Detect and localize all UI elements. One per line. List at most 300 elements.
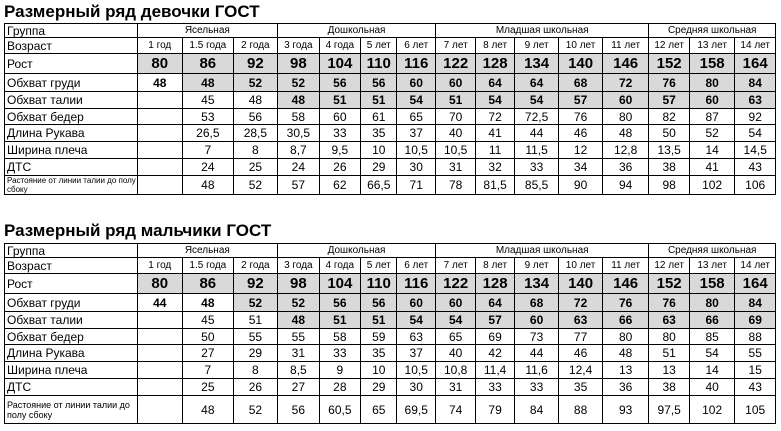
value-cell: 38	[649, 159, 689, 176]
age-cell: 12 лет	[649, 38, 689, 54]
value-cell: 11,4	[476, 362, 514, 379]
value-cell: 45	[183, 312, 234, 329]
value-cell: 12,8	[602, 142, 649, 159]
age-cell: 9 лет	[514, 38, 559, 54]
value-cell: 72	[476, 109, 514, 125]
value-cell: 64	[476, 74, 514, 92]
value-cell: 62	[319, 176, 360, 195]
value-cell: 128	[476, 274, 514, 294]
group-header: Ясельная	[137, 24, 278, 38]
value-cell: 79	[476, 396, 514, 424]
value-cell: 54	[435, 312, 475, 329]
row-label: Длина Рукава	[5, 125, 138, 142]
row-label: Растояние от линии талии до полу сбоку	[5, 396, 138, 424]
value-cell: 164	[735, 274, 776, 294]
value-cell: 40	[689, 379, 735, 396]
waist-girth-row	[5, 312, 776, 329]
age-cell: 8 лет	[476, 258, 514, 274]
value-cell: 90	[559, 176, 603, 195]
value-cell: 48	[183, 294, 234, 312]
age-cell: 4 года	[319, 258, 360, 274]
value-cell	[137, 109, 183, 125]
value-cell: 25	[233, 159, 278, 176]
value-cell: 26	[319, 159, 360, 176]
value-cell: 57	[476, 312, 514, 329]
girls-size-table	[4, 23, 776, 195]
value-cell: 60	[602, 92, 649, 109]
value-cell: 57	[559, 92, 603, 109]
row-label: Растояние от линии талии до полу сбоку	[5, 176, 138, 195]
value-cell: 9,5	[319, 142, 360, 159]
value-cell: 46	[559, 345, 603, 362]
value-cell: 102	[689, 176, 735, 195]
value-cell: 76	[649, 294, 689, 312]
value-cell: 8	[233, 142, 278, 159]
value-cell: 71	[397, 176, 435, 195]
value-cell: 12	[559, 142, 603, 159]
value-cell: 65	[397, 109, 435, 125]
age-label: Возраст	[5, 258, 138, 274]
value-cell: 10,5	[397, 142, 435, 159]
value-cell: 50	[183, 329, 234, 345]
value-cell: 57	[278, 176, 319, 195]
value-cell: 86	[183, 54, 234, 74]
value-cell: 122	[435, 274, 475, 294]
value-cell: 92	[233, 54, 278, 74]
back-length-row	[5, 379, 776, 396]
value-cell: 74	[435, 396, 475, 424]
value-cell: 37	[397, 345, 435, 362]
value-cell: 86	[183, 274, 234, 294]
age-cell: 11 лет	[602, 38, 649, 54]
value-cell: 32	[476, 159, 514, 176]
value-cell: 80	[689, 294, 735, 312]
group-header: Дошкольная	[278, 244, 436, 258]
value-cell: 72,5	[514, 109, 559, 125]
row-label: Обхват груди	[5, 294, 138, 312]
age-cell: 2 года	[233, 258, 278, 274]
value-cell: 12,4	[559, 362, 603, 379]
value-cell: 48	[183, 176, 234, 195]
value-cell: 64	[476, 294, 514, 312]
value-cell: 52	[278, 294, 319, 312]
value-cell: 42	[476, 345, 514, 362]
value-cell: 69	[735, 312, 776, 329]
row-label: Обхват талии	[5, 92, 138, 109]
value-cell: 80	[602, 109, 649, 125]
value-cell: 146	[602, 274, 649, 294]
value-cell: 36	[602, 379, 649, 396]
value-cell: 76	[559, 109, 603, 125]
value-cell: 110	[361, 54, 397, 74]
value-cell: 52	[233, 396, 278, 424]
value-cell: 30,5	[278, 125, 319, 142]
value-cell: 61	[361, 109, 397, 125]
value-cell: 158	[689, 274, 735, 294]
group-header-row	[5, 244, 776, 258]
sleeve-length-row	[5, 125, 776, 142]
value-cell: 44	[137, 294, 183, 312]
age-cell: 9 лет	[514, 258, 559, 274]
value-cell: 54	[514, 92, 559, 109]
value-cell: 63	[735, 92, 776, 109]
value-cell: 41	[689, 159, 735, 176]
value-cell: 34	[559, 159, 603, 176]
value-cell: 66	[602, 312, 649, 329]
value-cell: 69	[476, 329, 514, 345]
hip-girth-row	[5, 109, 776, 125]
value-cell: 146	[602, 54, 649, 74]
age-cell: 7 лет	[435, 38, 475, 54]
value-cell: 36	[602, 159, 649, 176]
value-cell: 134	[514, 274, 559, 294]
value-cell: 54	[689, 345, 735, 362]
value-cell	[137, 312, 183, 329]
value-cell: 48	[137, 74, 183, 92]
value-cell: 63	[397, 329, 435, 345]
value-cell: 10	[361, 362, 397, 379]
value-cell: 94	[602, 176, 649, 195]
value-cell: 43	[735, 379, 776, 396]
value-cell: 33	[476, 379, 514, 396]
value-cell: 54	[397, 312, 435, 329]
value-cell: 27	[278, 379, 319, 396]
value-cell: 60	[319, 109, 360, 125]
chest-girth-row	[5, 294, 776, 312]
value-cell: 60,5	[319, 396, 360, 424]
value-cell: 33	[319, 125, 360, 142]
age-cell: 13 лет	[689, 258, 735, 274]
age-cell: 1.5 года	[183, 258, 234, 274]
row-label: Обхват талии	[5, 312, 138, 329]
age-cell: 1 год	[137, 38, 183, 54]
row-label: Обхват груди	[5, 74, 138, 92]
value-cell: 51	[233, 312, 278, 329]
row-label: Рост	[5, 54, 138, 74]
group-header: Младшая школьная	[435, 24, 648, 38]
value-cell: 48	[278, 312, 319, 329]
value-cell: 58	[319, 329, 360, 345]
value-cell: 48	[278, 92, 319, 109]
value-cell: 15	[735, 362, 776, 379]
back-length-row	[5, 159, 776, 176]
value-cell: 56	[233, 109, 278, 125]
value-cell: 52	[689, 125, 735, 142]
value-cell: 152	[649, 274, 689, 294]
value-cell: 38	[649, 379, 689, 396]
age-cell: 14 лет	[735, 38, 776, 54]
value-cell: 98	[278, 54, 319, 74]
value-cell: 41	[476, 125, 514, 142]
group-header: Дошкольная	[278, 24, 436, 38]
row-label: ДТС	[5, 159, 138, 176]
value-cell: 35	[559, 379, 603, 396]
shoulder-width-row	[5, 142, 776, 159]
value-cell: 85,5	[514, 176, 559, 195]
age-cell: 1 год	[137, 258, 183, 274]
value-cell: 14	[689, 142, 735, 159]
value-cell: 68	[559, 74, 603, 92]
age-cell: 6 лет	[397, 258, 435, 274]
value-cell: 44	[514, 345, 559, 362]
group-label: Группа	[5, 244, 138, 258]
value-cell: 7	[183, 142, 234, 159]
value-cell: 54	[476, 92, 514, 109]
waist-to-floor-row	[5, 396, 776, 424]
value-cell: 35	[361, 125, 397, 142]
row-label: Рост	[5, 274, 138, 294]
value-cell: 56	[361, 74, 397, 92]
value-cell	[137, 329, 183, 345]
value-cell: 68	[514, 294, 559, 312]
value-cell: 24	[183, 159, 234, 176]
value-cell: 26,5	[183, 125, 234, 142]
value-cell: 51	[361, 312, 397, 329]
sleeve-length-row	[5, 345, 776, 362]
value-cell: 53	[183, 109, 234, 125]
row-label: ДТС	[5, 379, 138, 396]
value-cell: 116	[397, 274, 435, 294]
value-cell	[137, 159, 183, 176]
value-cell: 13	[649, 362, 689, 379]
age-cell: 12 лет	[649, 258, 689, 274]
value-cell: 31	[278, 345, 319, 362]
value-cell: 77	[559, 329, 603, 345]
shoulder-width-row	[5, 362, 776, 379]
value-cell: 37	[397, 125, 435, 142]
group-header-row	[5, 24, 776, 38]
value-cell: 80	[137, 54, 183, 74]
value-cell: 25	[183, 379, 234, 396]
value-cell: 63	[649, 312, 689, 329]
value-cell: 13,5	[649, 142, 689, 159]
value-cell: 31	[435, 159, 475, 176]
value-cell: 76	[602, 294, 649, 312]
value-cell: 10,5	[435, 142, 475, 159]
age-cell: 5 лет	[361, 38, 397, 54]
value-cell: 10	[361, 142, 397, 159]
value-cell: 80	[689, 74, 735, 92]
value-cell: 85	[689, 329, 735, 345]
value-cell: 104	[319, 274, 360, 294]
value-cell	[137, 92, 183, 109]
value-cell: 82	[649, 109, 689, 125]
value-cell: 60	[435, 294, 475, 312]
row-label: Ширина плеча	[5, 142, 138, 159]
value-cell	[137, 345, 183, 362]
boys-title: Размерный ряд мальчики ГОСТ	[4, 221, 272, 240]
value-cell: 10,5	[397, 362, 435, 379]
value-cell: 88	[559, 396, 603, 424]
group-header: Средняя школьная	[649, 244, 776, 258]
value-cell: 98	[278, 274, 319, 294]
value-cell: 48	[233, 92, 278, 109]
age-header-row	[5, 258, 776, 274]
value-cell: 14	[689, 362, 735, 379]
row-label: Обхват бедер	[5, 109, 138, 125]
value-cell: 97,5	[649, 396, 689, 424]
value-cell: 60	[689, 92, 735, 109]
value-cell: 28	[319, 379, 360, 396]
age-cell: 10 лет	[559, 38, 603, 54]
value-cell: 59	[361, 329, 397, 345]
value-cell: 70	[435, 109, 475, 125]
age-cell: 14 лет	[735, 258, 776, 274]
value-cell: 60	[435, 74, 475, 92]
value-cell: 46	[559, 125, 603, 142]
row-label: Ширина плеча	[5, 362, 138, 379]
value-cell: 48	[602, 125, 649, 142]
value-cell: 73	[514, 329, 559, 345]
value-cell: 50	[649, 125, 689, 142]
value-cell: 87	[689, 109, 735, 125]
group-header: Ясельная	[137, 244, 278, 258]
value-cell: 122	[435, 54, 475, 74]
value-cell: 11,6	[514, 362, 559, 379]
value-cell: 33	[514, 379, 559, 396]
age-cell: 1.5 года	[183, 38, 234, 54]
value-cell: 56	[278, 396, 319, 424]
value-cell: 64	[514, 74, 559, 92]
age-cell: 7 лет	[435, 258, 475, 274]
value-cell: 45	[183, 92, 234, 109]
age-cell: 2 года	[233, 38, 278, 54]
group-label: Группа	[5, 24, 138, 38]
value-cell: 55	[735, 345, 776, 362]
value-cell: 48	[183, 396, 234, 424]
age-cell: 13 лет	[689, 38, 735, 54]
value-cell: 56	[319, 74, 360, 92]
value-cell: 43	[735, 159, 776, 176]
age-cell: 10 лет	[559, 258, 603, 274]
value-cell: 30	[397, 379, 435, 396]
age-cell: 5 лет	[361, 258, 397, 274]
value-cell	[137, 142, 183, 159]
waist-to-floor-row	[5, 176, 776, 195]
value-cell: 57	[649, 92, 689, 109]
value-cell: 158	[689, 54, 735, 74]
value-cell: 51	[361, 92, 397, 109]
age-label: Возраст	[5, 38, 138, 54]
value-cell: 9	[319, 362, 360, 379]
value-cell: 51	[319, 92, 360, 109]
value-cell: 104	[319, 54, 360, 74]
value-cell: 58	[278, 109, 319, 125]
value-cell: 13	[602, 362, 649, 379]
value-cell: 10,8	[435, 362, 475, 379]
value-cell: 98	[649, 176, 689, 195]
value-cell: 80	[137, 274, 183, 294]
age-cell: 3 года	[278, 38, 319, 54]
value-cell: 52	[233, 294, 278, 312]
value-cell: 84	[735, 74, 776, 92]
value-cell: 14,5	[735, 142, 776, 159]
value-cell: 8,7	[278, 142, 319, 159]
value-cell: 56	[319, 294, 360, 312]
value-cell: 51	[319, 312, 360, 329]
value-cell: 28,5	[233, 125, 278, 142]
value-cell: 56	[361, 294, 397, 312]
value-cell: 66,5	[361, 176, 397, 195]
value-cell: 110	[361, 274, 397, 294]
waist-girth-row	[5, 92, 776, 109]
value-cell: 88	[735, 329, 776, 345]
chest-girth-row	[5, 74, 776, 92]
hip-girth-row	[5, 329, 776, 345]
value-cell: 140	[559, 274, 603, 294]
value-cell: 40	[435, 125, 475, 142]
value-cell: 84	[735, 294, 776, 312]
value-cell: 134	[514, 54, 559, 74]
value-cell: 48	[183, 74, 234, 92]
value-cell: 105	[735, 396, 776, 424]
boys-size-table	[4, 243, 776, 424]
value-cell: 80	[649, 329, 689, 345]
value-cell: 65	[361, 396, 397, 424]
age-cell: 6 лет	[397, 38, 435, 54]
value-cell: 52	[233, 176, 278, 195]
value-cell: 76	[649, 74, 689, 92]
age-header-row	[5, 38, 776, 54]
value-cell: 7	[183, 362, 234, 379]
value-cell: 54	[397, 92, 435, 109]
value-cell: 60	[397, 74, 435, 92]
value-cell	[137, 125, 183, 142]
value-cell: 140	[559, 54, 603, 74]
value-cell: 54	[735, 125, 776, 142]
value-cell: 72	[602, 74, 649, 92]
value-cell: 27	[183, 345, 234, 362]
girls-title: Размерный ряд девочки ГОСТ	[4, 2, 260, 21]
value-cell: 66	[689, 312, 735, 329]
value-cell: 33	[514, 159, 559, 176]
value-cell: 8	[233, 362, 278, 379]
value-cell: 52	[233, 74, 278, 92]
value-cell: 65	[435, 329, 475, 345]
value-cell: 84	[514, 396, 559, 424]
value-cell: 35	[361, 345, 397, 362]
value-cell: 11	[476, 142, 514, 159]
value-cell: 30	[397, 159, 435, 176]
value-cell: 63	[559, 312, 603, 329]
value-cell: 60	[514, 312, 559, 329]
value-cell: 78	[435, 176, 475, 195]
value-cell: 24	[278, 159, 319, 176]
value-cell	[137, 379, 183, 396]
value-cell: 164	[735, 54, 776, 74]
group-header: Младшая школьная	[435, 244, 648, 258]
value-cell: 26	[233, 379, 278, 396]
value-cell: 31	[435, 379, 475, 396]
row-label: Длина Рукава	[5, 345, 138, 362]
value-cell: 106	[735, 176, 776, 195]
value-cell: 102	[689, 396, 735, 424]
value-cell: 60	[397, 294, 435, 312]
value-cell	[137, 176, 183, 195]
value-cell: 44	[514, 125, 559, 142]
value-cell	[137, 396, 183, 424]
value-cell: 55	[233, 329, 278, 345]
value-cell: 69,5	[397, 396, 435, 424]
value-cell: 29	[233, 345, 278, 362]
value-cell: 92	[735, 109, 776, 125]
value-cell: 40	[435, 345, 475, 362]
value-cell: 128	[476, 54, 514, 74]
age-cell: 8 лет	[476, 38, 514, 54]
value-cell: 29	[361, 379, 397, 396]
value-cell: 93	[602, 396, 649, 424]
value-cell: 8,5	[278, 362, 319, 379]
